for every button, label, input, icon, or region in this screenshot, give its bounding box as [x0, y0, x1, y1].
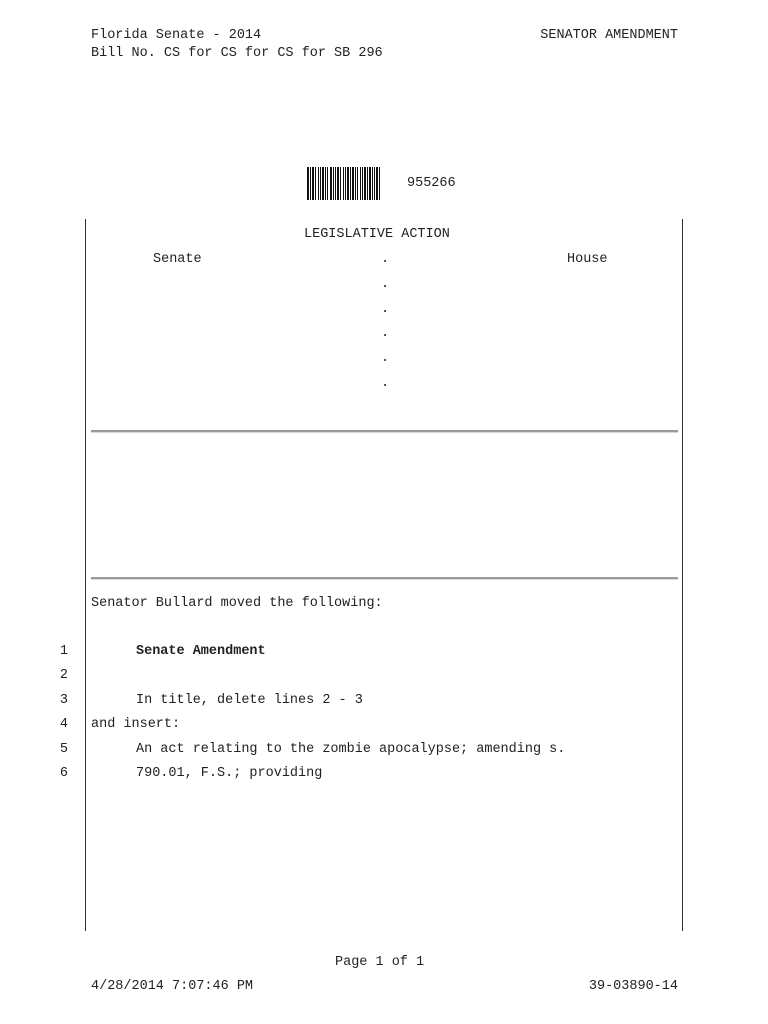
amendment-line: In title, delete lines 2 - 3	[136, 693, 363, 708]
divider-rule	[91, 430, 678, 433]
amendment-heading: Senate Amendment	[136, 644, 266, 659]
amendment-line: 790.01, F.S.; providing	[136, 766, 323, 781]
senate-column-label: Senate	[153, 252, 202, 267]
document-type: SENATOR AMENDMENT	[540, 28, 678, 43]
separator-dot: .	[381, 326, 390, 341]
house-column-label: House	[567, 252, 608, 267]
amendment-line: An act relating to the zombie apocalypse; amending s.	[136, 742, 566, 757]
line-number: 1	[59, 644, 68, 659]
line-number: 3	[59, 693, 68, 708]
separator-dot: .	[381, 277, 390, 292]
page-number: Page 1 of 1	[335, 955, 425, 970]
separator-dot: .	[381, 376, 390, 391]
separator-dot: .	[381, 351, 390, 366]
left-margin-line	[85, 219, 86, 931]
separator-dot: .	[381, 302, 390, 317]
barcode-image	[307, 167, 400, 200]
line-number: 5	[59, 742, 68, 757]
line-number: 2	[59, 668, 68, 683]
line-number: 4	[59, 717, 68, 732]
right-margin-line	[682, 219, 683, 931]
timestamp: 4/28/2014 7:07:46 PM	[91, 979, 254, 994]
legislative-action-title: LEGISLATIVE ACTION	[304, 227, 450, 242]
document-code: 39-03890-14	[588, 979, 678, 994]
divider-rule	[91, 577, 678, 580]
senate-year-header: Florida Senate - 2014	[91, 28, 262, 43]
moved-statement: Senator Bullard moved the following:	[91, 596, 383, 611]
bill-number: Bill No. CS for CS for CS for SB 296	[91, 46, 383, 61]
line-number: 6	[59, 766, 68, 781]
barcode-number: 955266	[407, 176, 456, 191]
amendment-line: and insert:	[91, 717, 181, 732]
separator-dot: .	[381, 252, 390, 267]
